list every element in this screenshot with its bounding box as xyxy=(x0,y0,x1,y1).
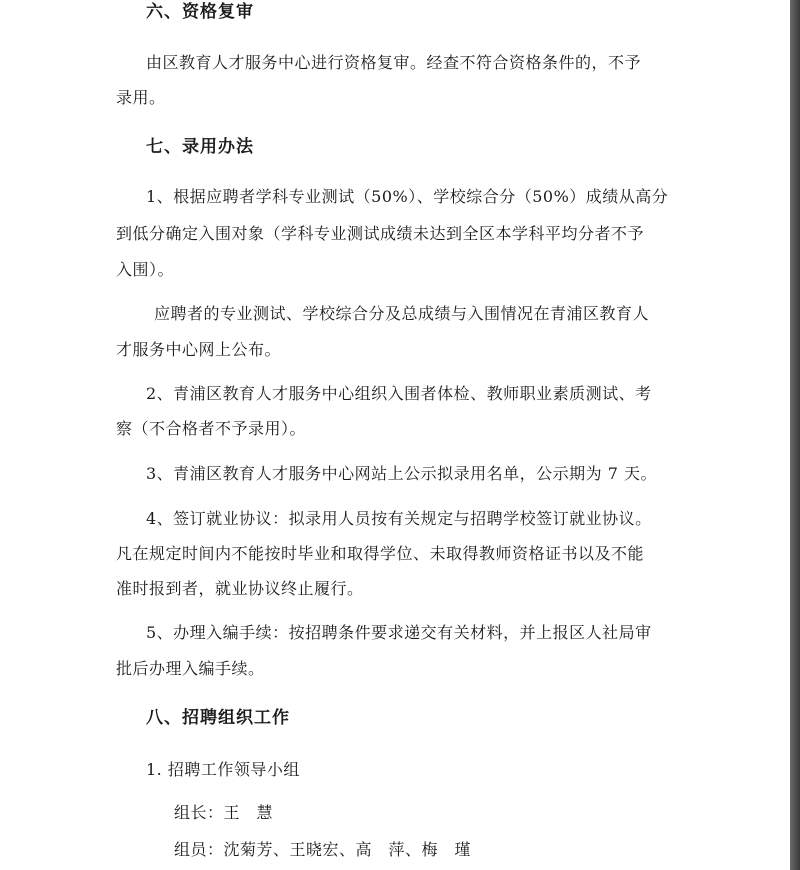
paragraph-line: 4、签订就业协议：拟录用人员按有关规定与招聘学校签订就业协议。 xyxy=(146,509,652,528)
subheading-leadership-group: 1. 招聘工作领导小组 xyxy=(146,760,300,779)
paragraph-line: 到低分确定入围对象（学科专业测试成绩未达到全区本学科平均分者不予 xyxy=(116,224,645,243)
paragraph-line: 入围）。 xyxy=(116,260,175,279)
paragraph-line: 应聘者的专业测试、学校综合分及总成绩与入围情况在青浦区教育人 xyxy=(154,304,650,323)
paragraph-line: 批后办理入编手续。 xyxy=(116,659,265,678)
paragraph-line: 3、青浦区教育人才服务中心网站上公示拟录用名单，公示期为 7 天。 xyxy=(146,464,658,483)
section-heading-hiring-method: 七、录用办法 xyxy=(146,137,254,157)
paragraph-line: 录用。 xyxy=(116,88,166,107)
viewer-scroll-gutter[interactable] xyxy=(790,0,800,870)
paragraph-line: 察（不合格者不予录用）。 xyxy=(116,419,307,438)
group-members: 组员：沈菊芳、王晓宏、高 萍、梅 瑾 xyxy=(174,840,472,859)
group-leader: 组长：王 慧 xyxy=(174,803,274,822)
paragraph-line: 5、办理入编手续：按招聘条件要求递交有关材料，并上报区人社局审 xyxy=(146,623,652,642)
paragraph-line: 2、青浦区教育人才服务中心组织入围者体检、教师职业素质测试、考 xyxy=(146,384,652,403)
paragraph-line: 1、根据应聘者学科专业测试（50%）、学校综合分（50%）成绩从高分 xyxy=(146,187,669,206)
section-heading-qualification-review: 六、资格复审 xyxy=(146,2,254,22)
paragraph-line: 准时报到者，就业协议终止履行。 xyxy=(116,579,364,598)
paragraph-line: 才服务中心网上公布。 xyxy=(116,340,282,359)
paragraph-line: 凡在规定时间内不能按时毕业和取得学位、未取得教师资格证书以及不能 xyxy=(116,544,645,563)
section-heading-recruitment-organization: 八、招聘组织工作 xyxy=(146,708,290,728)
paragraph-line: 由区教育人才服务中心进行资格复审。经查不符合资格条件的，不予 xyxy=(146,53,642,72)
